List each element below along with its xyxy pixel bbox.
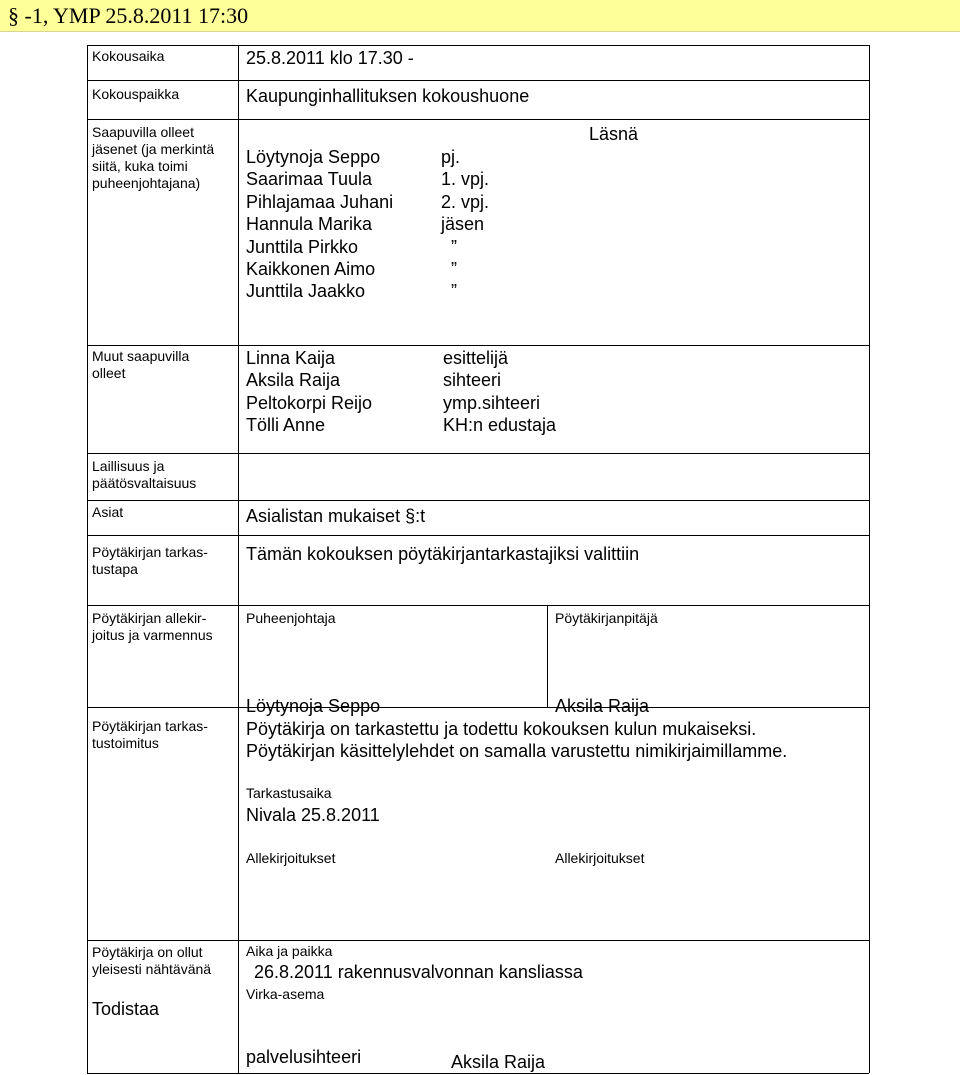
inspection-method-label: Pöytäkirjan tarkas- tustapa [92,544,208,577]
member-role: 1. vpj. [441,169,490,190]
signer-name: Aksila Raija [451,1052,546,1072]
other-name: Linna Kaija [246,348,336,368]
items-value: Asialistan mukaiset §:t [246,506,426,526]
member-role: ” [451,236,457,257]
row-divider [87,453,869,454]
signature-divider [547,605,548,707]
member-role: jäsen [441,214,485,235]
member-role: pj. [441,147,461,167]
signatures-left: Allekirjoitukset [246,850,336,866]
member-name: Hannula Marika [246,214,373,235]
display-label: Pöytäkirja on ollut yleisesti nähtävänä [92,944,212,977]
row-divider [87,119,869,120]
member-name: Kaikkonen Aimo [246,259,376,279]
meeting-place-value: Kaupunginhallituksen kokoushuone [246,86,530,106]
other-role: esittelijä [443,348,509,368]
position-label: Virka-asema [246,986,325,1002]
meeting-time-label: Kokousaika [92,48,165,64]
inspection-statement: Pöytäkirja on tarkastettu ja todettu kokouksen kulun mukaiseksi. Pöytäkirjan käsittelylehdet on samalla varustettu nimikirjaimillamme. [246,719,788,762]
certify-text: Todistaa [92,999,160,1019]
member-name: Junttila Pirkko [246,236,359,257]
other-name: Aksila Raija [246,370,341,391]
row-divider [87,80,869,81]
other-name: Peltokorpi Reijo [246,392,373,413]
other-role: ymp.sihteeri [443,392,541,413]
other-role: KH:n edustaja [443,415,557,436]
inspection-time-value: Nivala 25.8.2011 [246,805,380,825]
legality-label: Laillisuus ja päätösvaltaisuus [92,458,197,491]
secretary-name: Aksila Raija [555,696,650,716]
column-divider [869,45,870,1073]
chair-name: Löytynoja Seppo [246,696,381,716]
items-label: Asiat [92,504,124,520]
member-name: Löytynoja Seppo [246,147,381,167]
row-divider [87,940,869,941]
chair-label: Puheenjohtaja [246,610,336,626]
others-label: Muut saapuvilla olleet [92,348,190,381]
other-role: sihteeri [443,370,502,391]
row-divider [87,707,869,708]
meeting-time-value: 25.8.2011 klo 17.30 - [246,48,414,68]
inspection-time-label: Tarkastusaika [246,785,332,801]
inspection-method-value: Tämän kokouksen pöytäkirjantarkastajiksi valittiin [246,544,640,564]
present-header: Läsnä [589,124,639,144]
row-divider [87,500,869,501]
column-divider [238,45,239,1073]
row-divider [87,535,869,536]
row-divider [87,345,869,346]
time-place-label: Aika ja paikka [246,943,333,959]
inspection-label: Pöytäkirjan tarkas- tustoimitus [92,718,208,751]
meeting-place-label: Kokouspaikka [92,86,180,102]
member-name: Junttila Jaakko [246,281,366,302]
member-name: Saarimaa Tuula [246,169,373,190]
document-header: § -1, YMP 25.8.2011 17:30 [0,0,960,32]
time-place-value: 26.8.2011 rakennusvalvonnan kansliassa [254,962,583,982]
signatures-right: Allekirjoitukset [555,850,645,866]
position-value: palvelusihteeri [246,1047,362,1067]
member-name: Pihlajamaa Juhani [246,191,394,212]
row-divider [87,45,869,46]
column-divider [87,45,88,1073]
attendees-label: Saapuvilla olleet jäsenet (ja merkintä siitä, kuka toimi puheenjohtajana) [92,124,215,191]
member-role: ” [451,259,457,279]
signing-label: Pöytäkirjan allekir- joitus ja varmennus [92,610,213,643]
row-divider [87,605,869,606]
secretary-label: Pöytäkirjanpitäjä [555,610,658,626]
member-role: 2. vpj. [441,191,490,212]
member-role: ” [451,281,457,302]
other-name: Tölli Anne [246,415,326,436]
